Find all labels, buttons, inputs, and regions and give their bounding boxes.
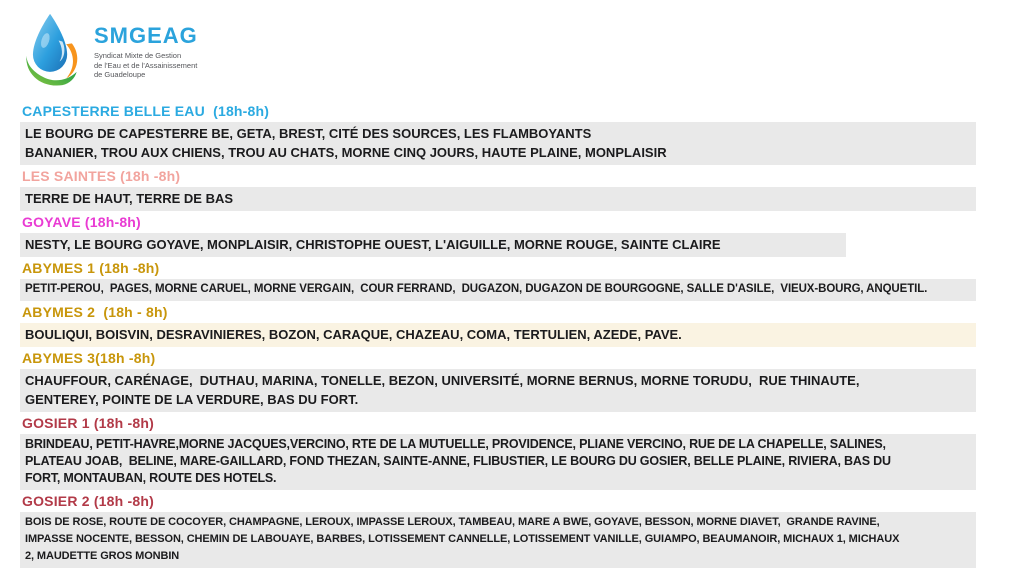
section-abymes-3	[20, 350, 1024, 412]
section-heading: LES SAINTES (18h -8h)	[22, 168, 181, 184]
section-les-saintes	[20, 168, 1024, 211]
section-heading: GOYAVE (18h-8h)	[22, 214, 141, 230]
section-heading: ABYMES 1 (18h -8h)	[22, 260, 160, 276]
section-body	[20, 279, 976, 301]
area-list-line: BRINDEAU, PETIT-HAVRE,MORNE JACQUES,VERCINO, RTE DE LA MUTUELLE, PROVIDENCE, PLIANE VERCINO, RUE DE LA CHAPELLE, SALINES,	[25, 437, 886, 451]
section-gosier-1	[20, 415, 1024, 490]
area-list-line: IMPASSE NOCENTE, BESSON, CHEMIN DE LABOUAYE, BARBES, LOTISSEMENT CANNELLE, LOTISSEMENT VANILLE, GUIAMPO, BEAUMANOIR, MICHAUX 1, MICHAUX	[25, 533, 900, 545]
section-body	[20, 323, 976, 347]
section-abymes-1	[20, 260, 1024, 301]
section-heading: ABYMES 3(18h -8h)	[22, 350, 156, 366]
section-heading: ABYMES 2 (18h - 8h)	[22, 304, 168, 320]
section-gosier-2	[20, 493, 1024, 568]
area-list-line: PLATEAU JOAB, BELINE, MARE-GAILLARD, FOND THEZAN, SAINTE-ANNE, FLIBUSTIER, LE BOURG DU GOSIER, BELLE PLAINE, RIVIERA, BAS DU	[25, 454, 891, 468]
section-body	[20, 122, 976, 165]
water-schedule-list	[0, 100, 1024, 569]
area-list-line: NESTY, LE BOURG GOYAVE, MONPLAISIR, CHRISTOPHE OUEST, L'AIGUILLE, MORNE ROUGE, SAINTE CLAIRE	[25, 237, 721, 252]
brand-subtitle	[94, 51, 198, 80]
area-list-line: PETIT-PEROU, PAGES, MORNE CARUEL, MORNE VERGAIN, COUR FERRAND, DUGAZON, DUGAZON DE BOURGOGNE, SALLE D'ASILE, VIEUX-BOURG, ANQUETIL.	[25, 283, 928, 295]
brand-subtitle-line: de Guadeloupe	[94, 70, 146, 79]
area-list-line: BOULIQUI, BOISVIN, DESRAVINIERES, BOZON, CARAQUE, CHAZEAU, COMA, TERTULIEN, AZEDE, PAVE.	[25, 327, 682, 342]
brand-subtitle-line: Syndicat Mixte de Gestion	[94, 51, 182, 60]
brand-name: SMGEAG	[94, 23, 198, 48]
section-goyave	[20, 214, 1024, 257]
area-list-line: BANANIER, TROU AUX CHIENS, TROU AU CHATS, MORNE CINQ JOURS, HAUTE PLAINE, MONPLAISIR	[25, 145, 667, 160]
brand-subtitle-line: de l'Eau et de l'Assainissement	[94, 60, 198, 70]
section-body	[20, 233, 846, 257]
section-heading: GOSIER 1 (18h -8h)	[22, 415, 154, 431]
water-drop-leaf-icon	[22, 12, 80, 88]
section-heading: GOSIER 2 (18h -8h)	[22, 493, 154, 509]
area-list-line: TERRE DE HAUT, TERRE DE BAS	[25, 191, 234, 206]
area-list-line: GENTEREY, POINTE DE LA VERDURE, BAS DU FORT.	[25, 392, 359, 407]
section-capesterre-belle-eau	[20, 103, 1024, 165]
area-list-line: LE BOURG DE CAPESTERRE BE, GETA, BREST, CITÉ DES SOURCES, LES FLAMBOYANTS	[25, 126, 592, 141]
section-body	[20, 434, 976, 490]
section-abymes-2	[20, 304, 1024, 347]
area-list-line: 2, MAUDETTE GROS MONBIN	[25, 550, 180, 562]
smgeag-logo	[22, 12, 198, 88]
section-body	[20, 187, 976, 211]
section-heading: CAPESTERRE BELLE EAU (18h-8h)	[22, 103, 270, 119]
area-list-line: CHAUFFOUR, CARÉNAGE, DUTHAU, MARINA, TONELLE, BEZON, UNIVERSITÉ, MORNE BERNUS, MORNE TORUDU, RUE THINAUTE,	[25, 373, 860, 388]
area-list-line: BOIS DE ROSE, ROUTE DE COCOYER, CHAMPAGNE, LEROUX, IMPASSE LEROUX, TAMBEAU, MARE A BWE, GOYAVE, BESSON, MORNE DIAVET, GRANDE RAVINE,	[25, 516, 880, 528]
section-body	[20, 369, 976, 412]
section-body	[20, 512, 976, 568]
area-list-line: FORT, MONTAUBAN, ROUTE DES HOTELS.	[25, 471, 277, 485]
